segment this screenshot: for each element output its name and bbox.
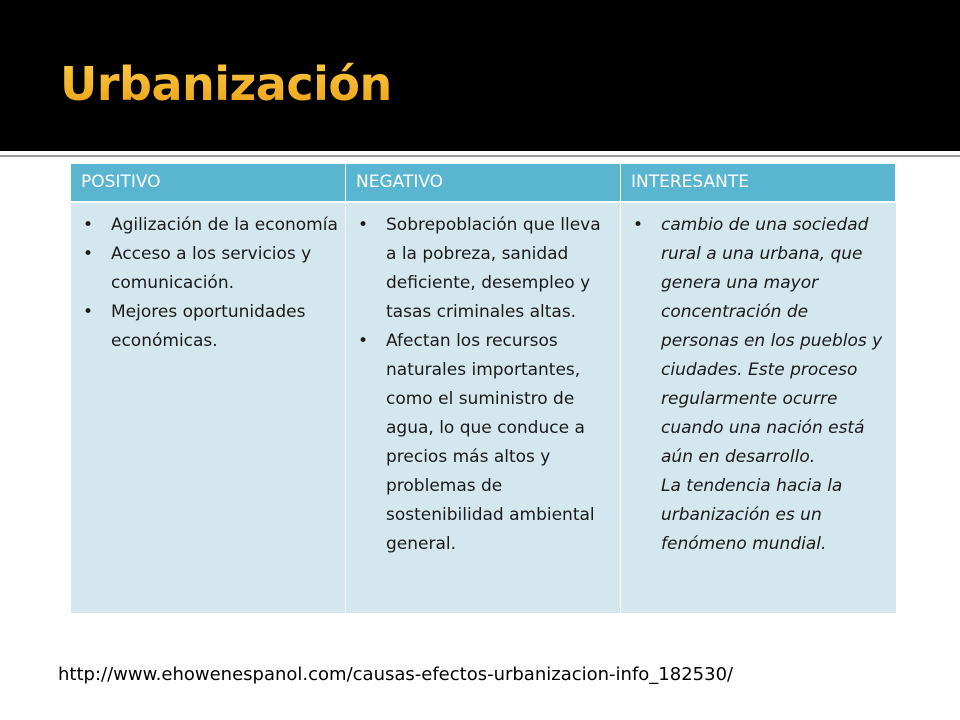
- bullet-icon: •: [633, 215, 644, 235]
- bullet-icon: •: [83, 244, 94, 264]
- bullet-icon: •: [83, 215, 94, 235]
- negativo-list: [354, 211, 614, 559]
- slide-title: Urbanización: [60, 48, 392, 120]
- header-interesante: INTERESANTE: [621, 164, 896, 201]
- bullet-icon: •: [358, 331, 369, 351]
- cell-negativo: [346, 201, 621, 613]
- list-item: • Sobrepoblación que lleva a la pobreza, sanidad deficiente, desempleo y tasas criminales altas.: [354, 211, 614, 327]
- list-item: • cambio de una sociedad rural a una urbana, que genera una mayor concentración de personas en los pueblos y ciudades. Este proceso regularmente ocurre cuando una nación está aún en desarrollo.: [629, 211, 890, 472]
- list-item: • Afectan los recursos naturales importantes, como el suministro de agua, lo que conduce a precios más altos y problemas de sostenibilidad ambiental general.: [354, 327, 614, 559]
- list-item: • Acceso a los servicios y comunicación.: [79, 240, 339, 298]
- interesante-note: La tendencia hacia la urbanización es un fenómeno mundial.: [661, 476, 843, 554]
- header-negativo: NEGATIVO: [346, 164, 621, 201]
- source-url: http://www.ehowenespanol.com/causas-efectos-urbanizacion-info_182530/: [58, 664, 734, 685]
- header-positivo: POSITIVO: [71, 164, 346, 201]
- list-item: • Mejores oportunidades económicas.: [79, 298, 339, 356]
- bullet-icon: •: [83, 302, 94, 322]
- cell-positivo: [71, 201, 346, 613]
- comparison-table: [71, 164, 896, 613]
- bullet-icon: •: [358, 215, 369, 235]
- positivo-list: [79, 211, 339, 356]
- interesante-list: [629, 211, 890, 472]
- cell-interesante: [621, 201, 896, 613]
- title-divider-shadow: [0, 155, 960, 157]
- list-item: • Agilización de la economía: [79, 211, 339, 240]
